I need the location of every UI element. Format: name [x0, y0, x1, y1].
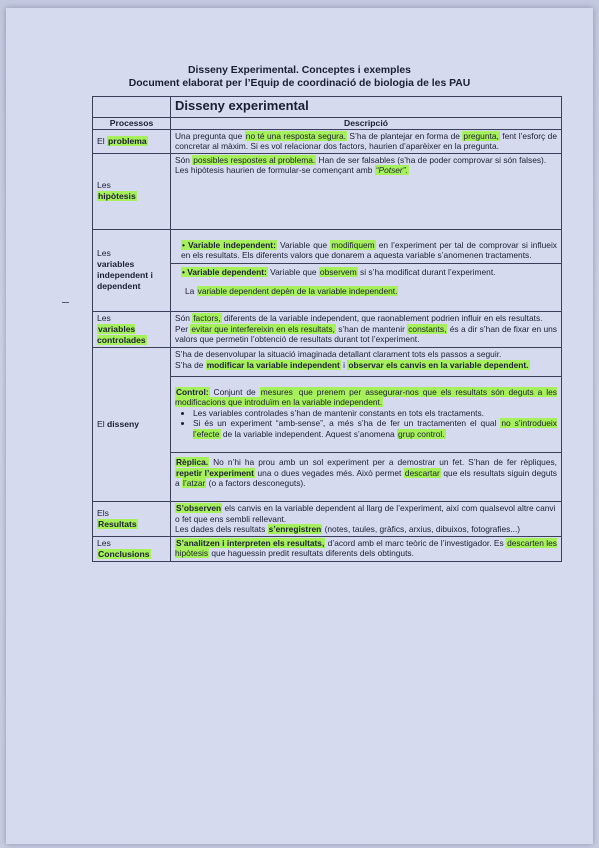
text: és a dir s’han de fixar en uns valors que permetin l’obtenció de resultats durant tot l’experiment. [175, 323, 557, 345]
text: d’acord amb el marc teòric de l’investigador. Es [325, 537, 507, 548]
highlight: mesures [260, 387, 293, 398]
label-keyword: disseny [107, 419, 140, 430]
text: i [340, 359, 348, 370]
experimental-design-table [92, 96, 562, 562]
desc-problema [171, 129, 562, 153]
highlight: observar els canvis en la variable dependent. [348, 359, 529, 370]
desc-hipotesis [171, 153, 562, 229]
highlight: descartar [404, 467, 440, 478]
text: S’ha de desenvolupar la situació imaginada detallant clarament tots els passos a seguir. [175, 349, 502, 360]
text: Són [175, 154, 193, 165]
text: que haguessin predit resultats diferents dels obtinguts. [209, 547, 414, 558]
label-keyword: Conclusions [98, 548, 150, 559]
highlight: que prenem per assegurar-nos que els resultats són deguts a les modificacions que introduïm en la variable independent. [175, 387, 557, 408]
row-conclusions [93, 536, 562, 561]
text: (o a factors desconeguts). [206, 477, 306, 488]
highlight: variable dependent depèn de la variable independent. [197, 285, 398, 296]
text: una o dues vegades més. Això permet [254, 467, 404, 478]
label-problema [93, 129, 171, 153]
label-keyword: Resultats [98, 518, 137, 529]
text: en l’experiment per tal de comprovar si influeix en els resultats. Els diferents valors que donarem a aquesta variable s’anomenen tractaments. [181, 239, 557, 261]
text: Són [175, 313, 193, 324]
highlight: no té una resposta segura. [245, 130, 346, 141]
table-title: Disseny experimental [171, 97, 562, 118]
document-subtitle: Document elaborat per l’Equip de coordinació de biologia de les PAU [128, 78, 471, 89]
highlight: modificar la variable independent [206, 359, 340, 370]
desc-disseny [171, 348, 562, 502]
highlight: • Variable independent: [182, 239, 276, 250]
label-variables: Les variables independent i dependent [93, 229, 171, 312]
row-disseny [93, 348, 562, 502]
text: Una pregunta que [175, 130, 245, 141]
list-item [193, 418, 557, 439]
label-keyword: variables controlades [97, 324, 146, 346]
highlight: repetir l’experiment [176, 467, 254, 478]
row-controlades [93, 312, 562, 348]
label-prefix: El [97, 135, 108, 146]
highlight: possibles respostes al problema. [193, 154, 316, 165]
pen-mark [62, 302, 69, 303]
highlight: S’analitzen i interpreten els resultats, [176, 537, 325, 548]
text: Han de ser falsables (s’ha de poder comprovar si són falses). [316, 154, 547, 165]
row-variables [93, 229, 562, 312]
highlight: factors, [193, 313, 221, 324]
text: No n’hi ha prou amb un sol experiment per a demostrar un fet. S’han de fer rèpliques, [209, 457, 557, 468]
label-controlades [93, 312, 171, 348]
row-resultats [93, 502, 562, 536]
highlight: constants, [408, 323, 447, 334]
text: (notes, taules, gràfics, arxius, dibuixos, fotografies...) [322, 524, 521, 535]
text: fent l’esforç de concretar al màxim. Si es vol relacionar dos factors, haurien d’aparèixer en la pregunta. [175, 130, 558, 152]
row-hipotesis [93, 153, 562, 229]
label-prefix: Les [97, 180, 111, 191]
label-resultats [93, 502, 171, 536]
text: Per [175, 323, 191, 334]
text: Variable que [267, 267, 319, 278]
highlight: s’enregistren [268, 524, 322, 535]
highlight: modifiquem [331, 239, 375, 250]
text: S’ha de plantejar en forma de [346, 130, 463, 141]
row-problema [93, 129, 562, 153]
text: La [185, 285, 197, 296]
text: s’han de mantenir [335, 323, 408, 334]
highlight: pregunta, [463, 130, 499, 141]
text: diferents de la variable independent, que raonablement podrien influir en els resultats. [221, 313, 543, 324]
text: Les dades dels resultats [175, 524, 268, 535]
document-header [0, 64, 599, 90]
label-disseny [93, 348, 171, 502]
highlight: S’observen [176, 503, 222, 514]
highlight: evitar que interfereixin en els resultats, [191, 323, 335, 334]
label-prefix: Els [97, 507, 109, 518]
highlight: no s’introdueix l’efecte [193, 418, 557, 439]
highlight: l’atzar [183, 477, 206, 488]
desc-variables [171, 229, 562, 312]
list-item: • Les variables controlades s’han de mantenir constants en tots els tractaments. [193, 408, 557, 418]
desc-conclusions [171, 536, 562, 561]
text: Les hipòtesis haurien de formular-se començant amb [175, 165, 375, 176]
label-keyword: problema [108, 135, 147, 146]
highlight: observem [319, 267, 357, 278]
text: Conjunt de [209, 387, 260, 398]
desc-resultats [171, 502, 562, 536]
table-title-row [93, 97, 562, 118]
label-prefix: Les [97, 313, 111, 324]
header-processos: Processos [93, 118, 171, 129]
header-descripcio: Descripció [171, 118, 562, 129]
document-title: Disseny Experimental. Conceptes i exemples [188, 65, 411, 76]
label-keyword: hipòtesis [98, 191, 136, 202]
highlight: “Potser”. [375, 165, 408, 176]
text: que els resultats siguin deguts a [175, 467, 557, 488]
highlight: • Variable dependent: [182, 267, 267, 278]
label-prefix: Les [97, 537, 111, 548]
header-row [93, 118, 562, 129]
text: Variable que [276, 239, 331, 250]
label-prefix: El [97, 419, 108, 430]
label-hipotesis [93, 153, 171, 229]
desc-controlades [171, 312, 562, 348]
highlight: Control: [176, 387, 209, 398]
highlight: grup control. [398, 428, 445, 439]
text: de la variable independent. Aquest s’anomena [220, 428, 398, 439]
text: els canvis en la variable dependent al llarg de l’experiment, així com qualsevol altre canvi o fet que ens sembli rellevant. [175, 503, 556, 524]
text: si s’ha modificat durant l’experiment. [357, 267, 496, 278]
text: Si és un experiment “amb-sense”, a més s’ha de fer un tractamenten el qual [193, 418, 501, 429]
label-conclusions [93, 536, 171, 561]
highlight: descarten les hipòtesis [175, 537, 557, 558]
text: S’ha de [175, 359, 206, 370]
highlight: Rèplica. [176, 457, 209, 468]
control-list [175, 408, 557, 439]
